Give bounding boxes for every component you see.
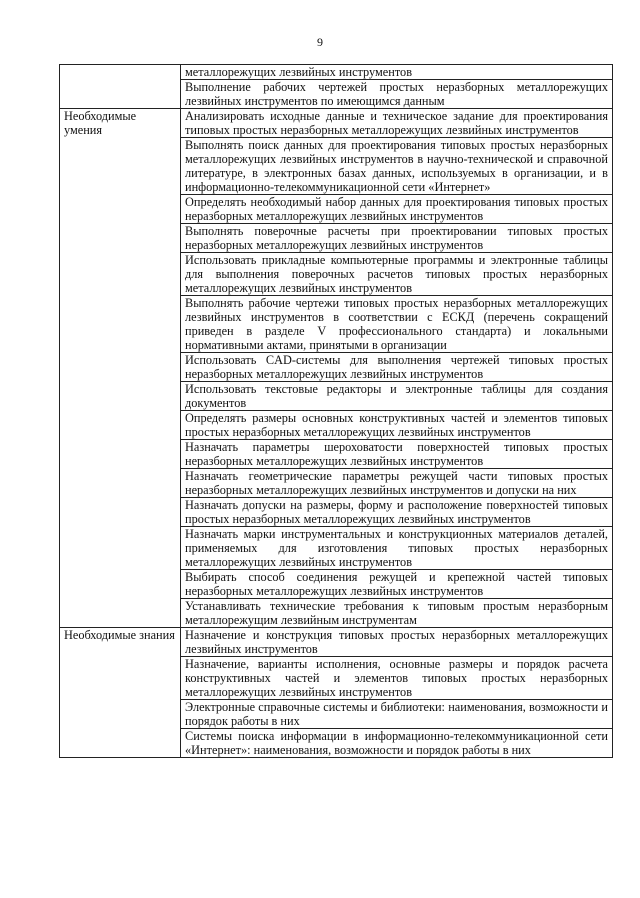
table-cell: Анализировать исходные данные и техническое задание для проектирования типовых простых неразборных металлорежущих лезвийных инструментов bbox=[181, 109, 613, 138]
table-cell: Использовать CAD-системы для выполнения чертежей типовых простых неразборных металлорежущих лезвийных инструментов bbox=[181, 353, 613, 382]
competency-table bbox=[59, 64, 613, 758]
table-cell: Назначать геометрические параметры режущей части типовых простых неразборных металлорежущих лезвийных инструментов и допуски на них bbox=[181, 469, 613, 498]
table-cell: Назначать допуски на размеры, форму и расположение поверхностей типовых простых неразборных металлорежущих лезвийных инструментов bbox=[181, 498, 613, 527]
table-cell: Электронные справочные системы и библиотеки: наименования, возможности и порядок работы в них bbox=[181, 700, 613, 729]
table-row bbox=[60, 628, 613, 657]
table-cell: Назначение, варианты исполнения, основные размеры и порядок расчета конструктивных частей и элементов типовых простых неразборных металлорежущих лезвийных инструментов bbox=[181, 657, 613, 700]
table-cell: Выполнять поверочные расчеты при проектировании типовых простых неразборных металлорежущих лезвийных инструментов bbox=[181, 224, 613, 253]
table-cell: Выполнять рабочие чертежи типовых простых неразборных металлорежущих лезвийных инструментов в соответствии с ЕСКД (перечень сокращений приведен в разделе V профессионального стандарта) и локальными нормативными актами, принятыми в организации bbox=[181, 296, 613, 353]
table-cell: Назначение и конструкция типовых простых неразборных металлорежущих лезвийных инструментов bbox=[181, 628, 613, 657]
row-label-skills: Необходимые умения bbox=[60, 109, 181, 628]
row-label-knowledge: Необходимые знания bbox=[60, 628, 181, 758]
table-cell: Использовать прикладные компьютерные программы и электронные таблицы для выполнения поверочных расчетов типовых простых неразборных металлорежущих лезвийных инструментов bbox=[181, 253, 613, 296]
table-cell: Выбирать способ соединения режущей и крепежной частей типовых неразборных металлорежущих лезвийных инструментов bbox=[181, 570, 613, 599]
table-cell: Выполнять поиск данных для проектирования типовых простых неразборных металлорежущих лезвийных инструментов в научно-технической и справочной литературе, в электронных базах данных, используемых в организации, и в информационно-телекоммуникационной сети «Интернет» bbox=[181, 138, 613, 195]
table-cell: Назначать параметры шероховатости поверхностей типовых простых неразборных металлорежущих лезвийных инструментов bbox=[181, 440, 613, 469]
table-cell: Устанавливать технические требования к типовым простым неразборным металлорежущим лезвийным инструментам bbox=[181, 599, 613, 628]
table-cell: Определять необходимый набор данных для проектирования типовых простых неразборных металлорежущих лезвийных инструментов bbox=[181, 195, 613, 224]
table-cell: Определять размеры основных конструктивных частей и элементов типовых простых неразборных металлорежущих лезвийных инструментов bbox=[181, 411, 613, 440]
table-cell: Системы поиска информации в информационно-телекоммуникационной сети «Интернет»: наименования, возможности и порядок работы в них bbox=[181, 729, 613, 758]
table-cell: Выполнение рабочих чертежей простых неразборных металлорежущих лезвийных инструментов по имеющимся данным bbox=[181, 80, 613, 109]
table-row bbox=[60, 65, 613, 80]
table-cell: Назначать марки инструментальных и конструкционных материалов деталей, применяемых для изготовления типовых простых неразборных металлорежущих лезвийных инструментов bbox=[181, 527, 613, 570]
table-cell: металлорежущих лезвийных инструментов bbox=[181, 65, 613, 80]
table-row bbox=[60, 109, 613, 138]
page-number: 9 bbox=[317, 35, 323, 49]
table-cell: Использовать текстовые редакторы и электронные таблицы для создания документов bbox=[181, 382, 613, 411]
row-label bbox=[60, 65, 181, 109]
